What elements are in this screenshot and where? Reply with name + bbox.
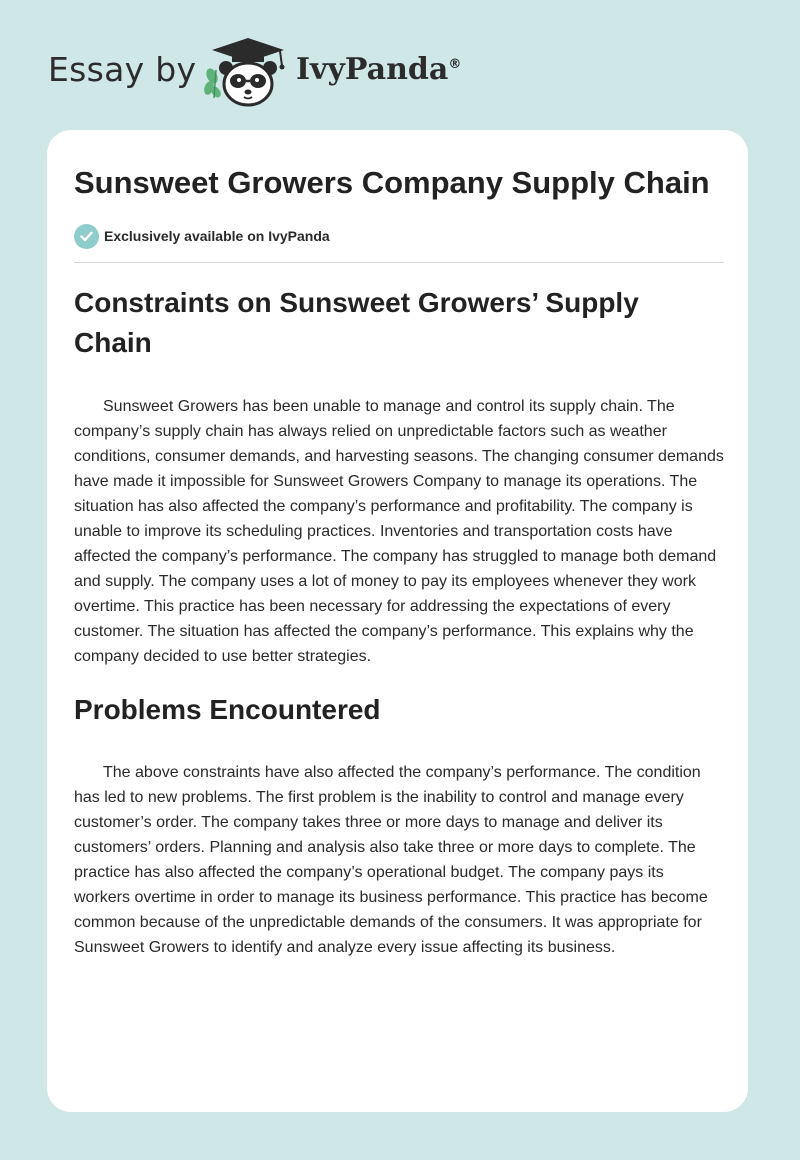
exclusive-badge-label: Exclusively available on IvyPanda: [104, 228, 330, 244]
site-header-brand[interactable]: [48, 36, 508, 116]
title-divider: [74, 262, 724, 263]
section-heading-problems: Problems Encountered: [74, 694, 381, 725]
essay-content: [74, 162, 724, 960]
brand-prefix: Essay by: [48, 50, 197, 89]
section-heading-constraints: Constraints on Sunsweet Growers’ Supply Chain: [74, 287, 639, 358]
panda-graduate-logo-icon: [202, 36, 294, 108]
exclusive-badge: [74, 223, 724, 249]
brand-name: IvyPanda®: [296, 52, 462, 87]
essay-card: [47, 130, 748, 1112]
section-paragraph-constraints: Sunsweet Growers has been unable to manage and control its supply chain. The company’s supply chain has always relied on unpredictable factors such as weather conditions, consumer demands, and harvesting seasons. The changing consumer demands have made it impossible for Sunsweet Growers Company to manage its operations. The situation has also affected the company’s performance and profitability. The company is unable to improve its scheduling practices. Inventories and transportation costs have affected the company’s performance. The company has struggled to manage both demand and supply. The company uses a lot of money to pay its employees whenever they work overtime. This practice has been necessary for addressing the expectations of every customer. The situation has affected the company’s performance. This explains why the company decided to use better strategies.: [74, 398, 724, 665]
check-circle-icon: [74, 224, 99, 249]
section-paragraph-problems: The above constraints have also affected the company’s performance. The condition has led to new problems. The first problem is the inability to control and manage every customer’s order. The company takes three or more days to manage and deliver its customers’ orders. Planning and analysis also take three or more days to complete. The practice has also affected the company’s operational budget. The company pays its workers overtime in order to manage its business performance. This practice has become common because of the unpredictable demands of the consumers. It was appropriate for Sunsweet Growers to identify and analyze every issue affecting its business.: [74, 764, 708, 956]
registered-mark: ®: [448, 57, 462, 72]
check-mark-icon: [80, 231, 93, 242]
essay-title: Sunsweet Growers Company Supply Chain: [74, 165, 710, 200]
